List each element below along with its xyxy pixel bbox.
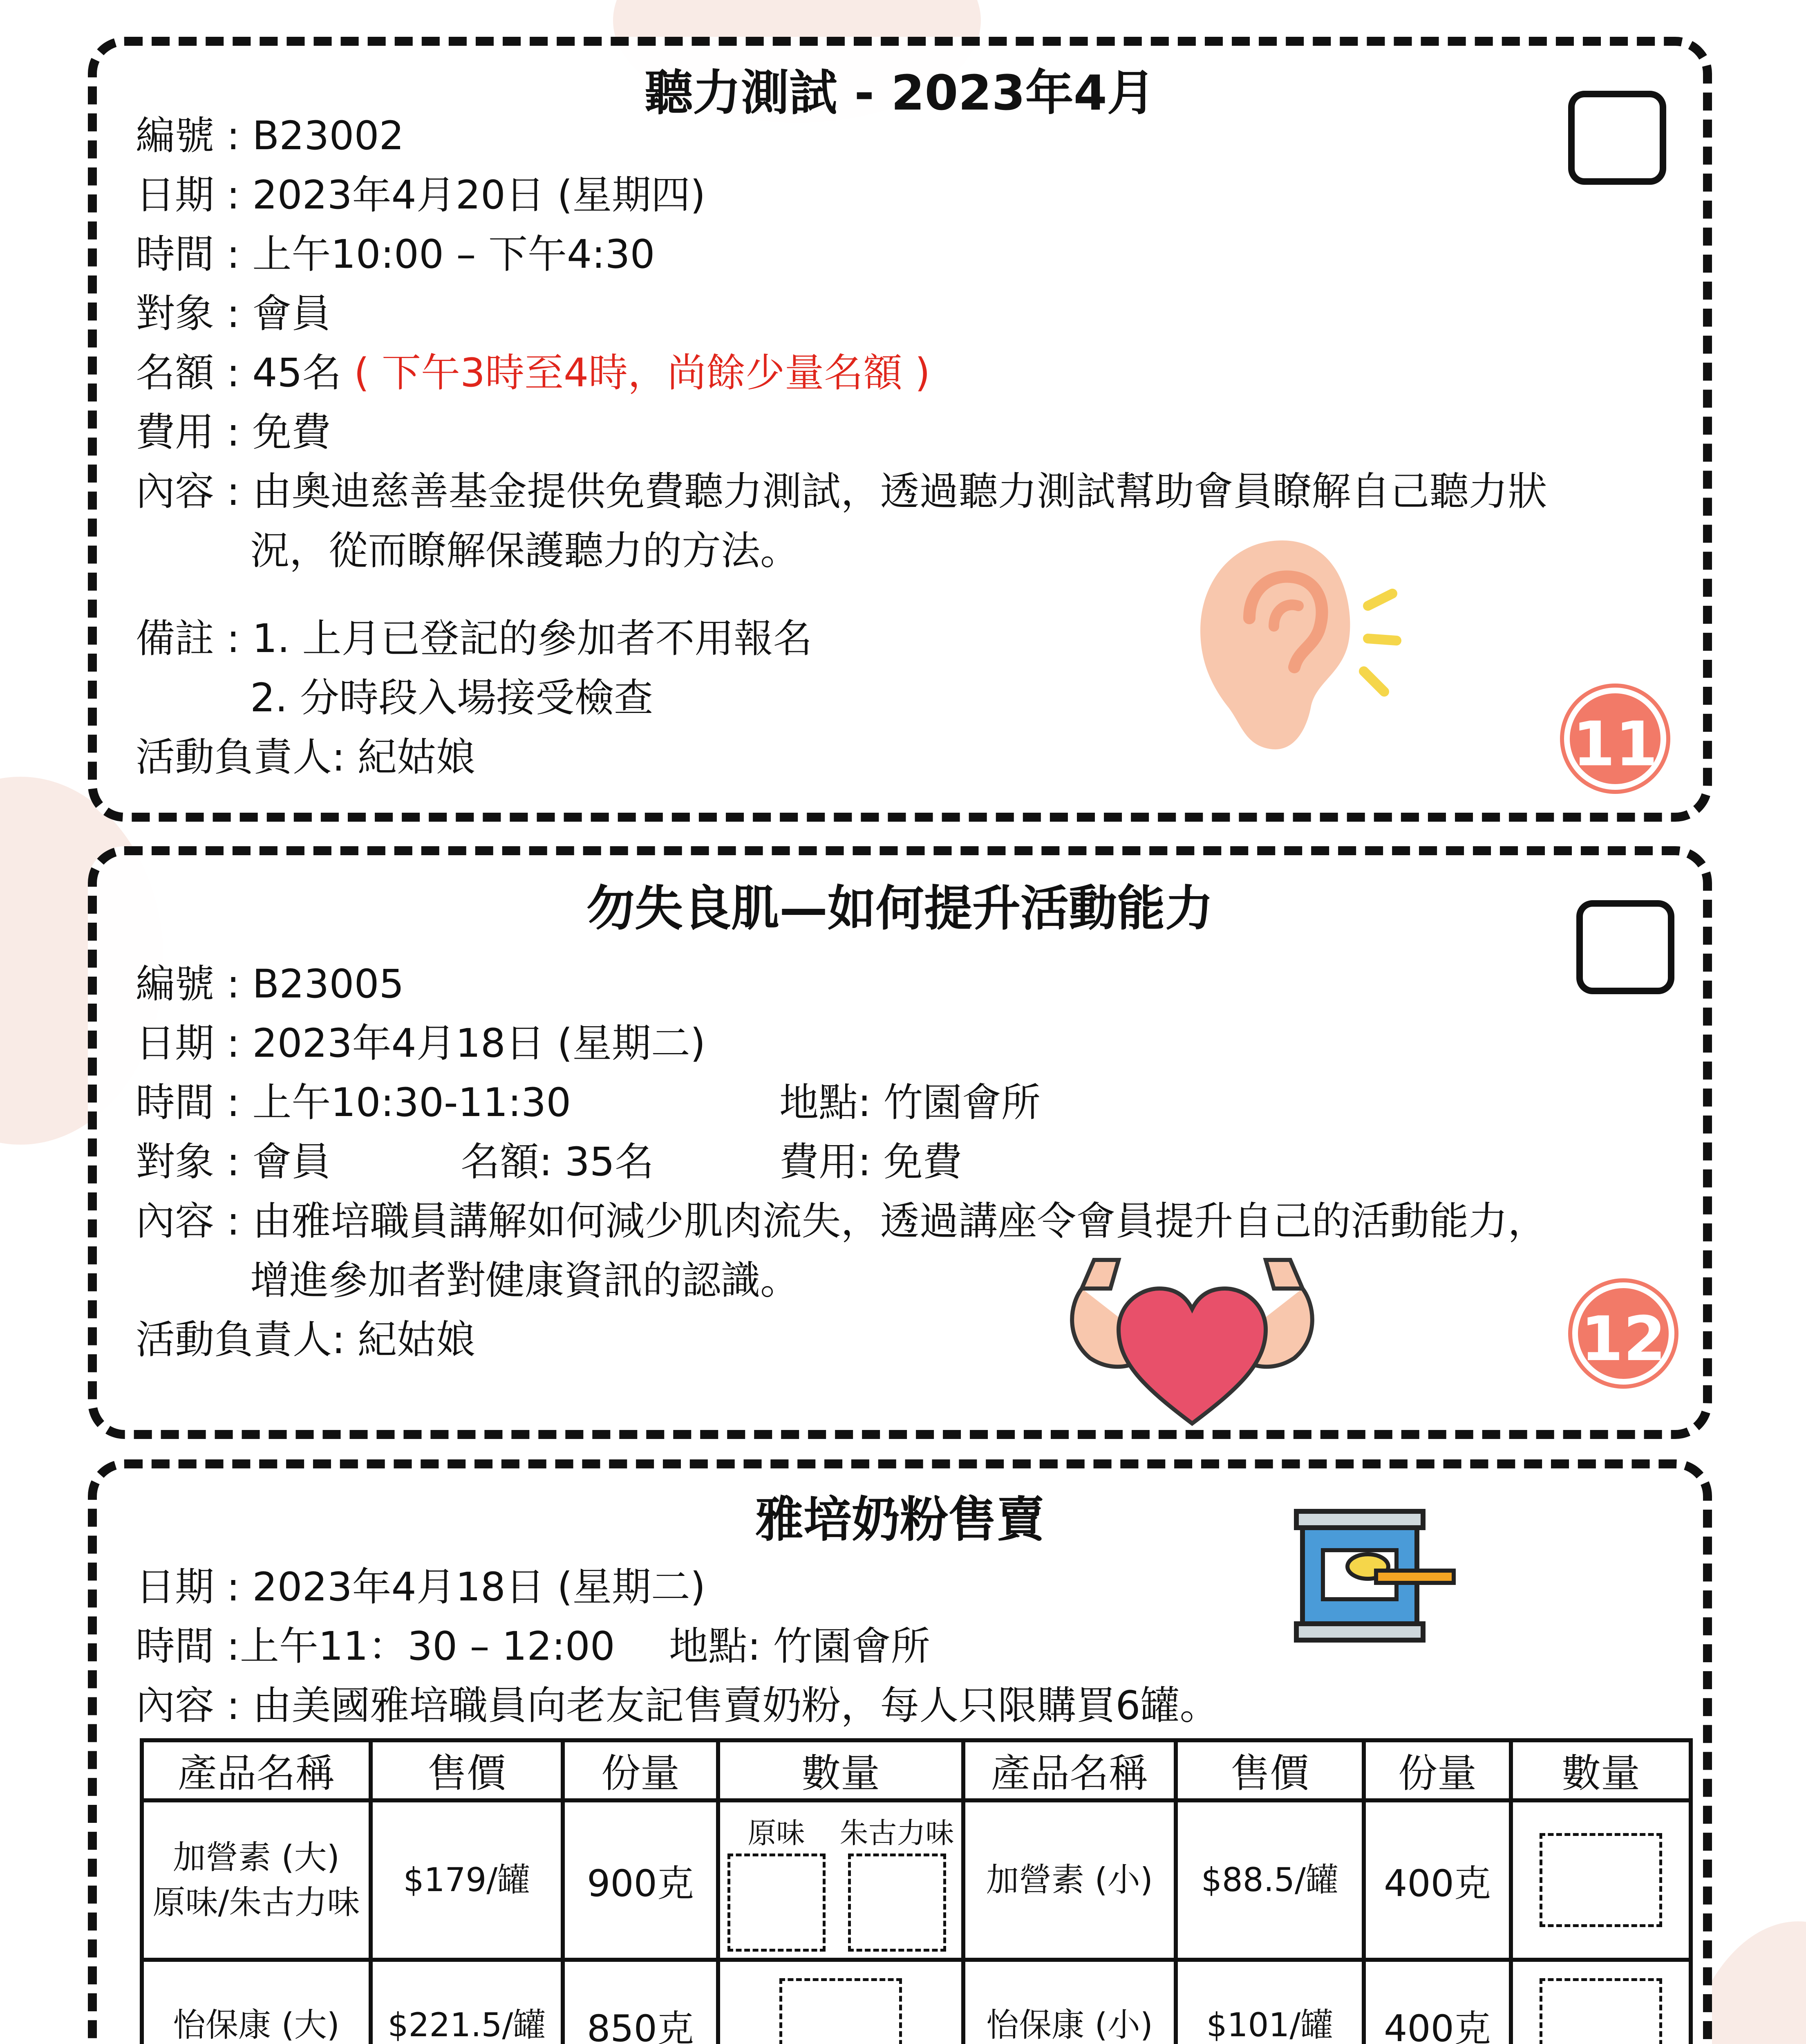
flavor-chocolate: [840, 1817, 954, 1952]
date-line: 日期 : 2023年4月20日 (星期四): [136, 172, 706, 218]
card-title: 聽力測試 - 2023年4月: [645, 65, 1155, 121]
size-cell: 400克: [1364, 1800, 1511, 1960]
quantity-input-box[interactable]: [779, 1978, 902, 2044]
quota-note: ( 下午3時至4時，尚餘少量名額 ): [354, 350, 931, 396]
fee-line: 費用: 免費: [779, 1139, 962, 1185]
size-cell: 400克: [1364, 1960, 1511, 2044]
quota-text: 名額 : 45名: [136, 350, 342, 396]
product-table: [140, 1738, 1693, 2044]
card-title: 勿失良肌—如何提升活動能力: [586, 880, 1213, 937]
remark-text-2: 2. 分時段入場接受檢查: [250, 675, 653, 721]
select-checkbox[interactable]: [1568, 91, 1666, 185]
target-line: 對象 : 會員: [136, 1139, 331, 1185]
header-price: 售價: [1176, 1740, 1364, 1800]
venue-line: 地點: 竹園會所: [779, 1080, 1041, 1125]
remark-line: [136, 614, 812, 722]
size-cell: 900克: [563, 1800, 718, 1960]
remark-text-1: 備註 : 1. 上月已登記的參加者不用報名: [136, 616, 812, 661]
product-name: 加營素 (大): [173, 1838, 340, 1876]
product-name-cell: [142, 1800, 371, 1960]
strong-heart-icon: [1057, 1244, 1327, 1432]
flavor-original: [727, 1817, 826, 1952]
content-text-1: 內容 : 由雅培職員講解如何減少肌肉流失，透過講座令會員提升自己的活動能力，: [136, 1198, 1547, 1244]
code-line: 編號 : B23002: [136, 113, 404, 159]
target-line: 對象 : 會員: [136, 291, 331, 336]
milk-powder-can-icon: [1286, 1501, 1458, 1648]
person-line: 活動負責人: 紀姑娘: [136, 1317, 475, 1363]
time-line: 時間 : 上午10:30-11:30: [136, 1080, 571, 1125]
content-text-2: 況，從而瞭解保護聽力的方法。: [250, 528, 799, 574]
venue-line: 地點: 竹園會所: [669, 1623, 930, 1669]
quantity-cell: [1511, 1960, 1691, 2044]
content-line: [136, 1197, 1547, 1305]
ear-icon: [1176, 516, 1421, 761]
flavor-label: 朱古力味: [839, 1816, 954, 1850]
quota-line: 名額: 35名: [461, 1139, 654, 1185]
content-text-1: 內容 : 由奧迪慈善基金提供免費聽力測試，透過聽力測試幫助會員瞭解自己聽力狀: [136, 468, 1547, 514]
quantity-cell: [718, 1960, 963, 2044]
card-title: 雅培奶粉售賣: [755, 1491, 1045, 1548]
quantity-input-box[interactable]: [1540, 1978, 1662, 2044]
quantity-input-box[interactable]: [1540, 1833, 1662, 1927]
activity-card-muscle-talk: [88, 846, 1712, 1439]
activity-card-milk-sale: [88, 1459, 1712, 2044]
activity-number-badge: 12: [1572, 1282, 1674, 1385]
header-size: 份量: [563, 1740, 718, 1800]
product-name-cell: 怡保康 (大): [142, 1960, 371, 2044]
activity-number-badge: 11: [1564, 688, 1666, 790]
quantity-cell: [718, 1800, 963, 1960]
header-quantity: 數量: [1511, 1740, 1691, 1800]
date-line: 日期 : 2023年4月18日 (星期二): [136, 1564, 706, 1610]
header-size: 份量: [1364, 1740, 1511, 1800]
content-line: 內容 : 由美國雅培職員向老友記售賣奶粉，每人只限購買6罐。: [136, 1683, 1219, 1728]
quantity-input-box[interactable]: [848, 1853, 946, 1952]
table-row: [142, 1960, 1691, 2044]
flavor-label: 原味: [747, 1816, 805, 1850]
person-line: 活動負責人: 紀姑娘: [136, 734, 475, 780]
table-header-row: [142, 1740, 1691, 1800]
header-product-name: 產品名稱: [963, 1740, 1176, 1800]
time-line: 時間 :上午11：30 – 12:00: [136, 1623, 615, 1669]
price-cell: $221.5/罐: [371, 1960, 563, 2044]
product-name-cell: 怡保康 (小): [963, 1960, 1176, 2044]
product-flavor: 原味/朱古力味: [152, 1883, 360, 1921]
select-checkbox[interactable]: [1576, 900, 1674, 994]
code-line: 編號 : B23005: [136, 961, 404, 1007]
fee-line: 費用 : 免費: [136, 409, 331, 455]
quantity-cell: [1511, 1800, 1691, 1960]
price-cell: $101/罐: [1176, 1960, 1364, 2044]
price-cell: $179/罐: [371, 1800, 563, 1960]
price-cell: $88.5/罐: [1176, 1800, 1364, 1960]
time-line: 時間 : 上午10:00 – 下午4:30: [136, 231, 655, 277]
header-quantity: 數量: [718, 1740, 963, 1800]
quota-line: [136, 348, 930, 397]
content-text-2: 增進參加者對健康資訊的認識。: [250, 1257, 799, 1303]
table-row: [142, 1800, 1691, 1960]
header-price: 售價: [371, 1740, 563, 1800]
quantity-input-box[interactable]: [727, 1853, 826, 1952]
product-name-cell: 加營素 (小): [963, 1800, 1176, 1960]
header-product-name: 產品名稱: [142, 1740, 371, 1800]
date-line: 日期 : 2023年4月18日 (星期二): [136, 1020, 706, 1066]
activity-card-hearing-test: [88, 37, 1712, 822]
size-cell: 850克: [563, 1960, 718, 2044]
